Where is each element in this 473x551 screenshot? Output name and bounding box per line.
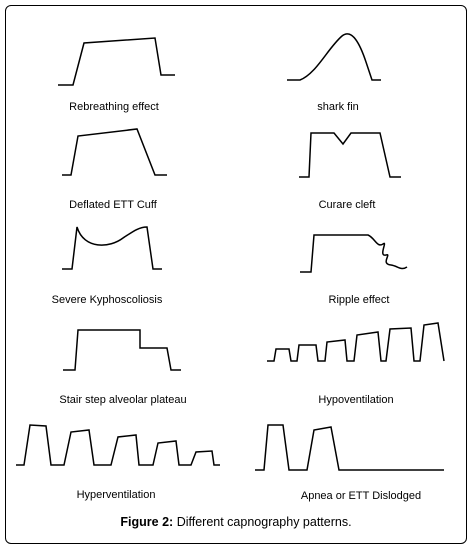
rebreathing-waveform (58, 38, 175, 85)
label-hyperventilation: Hyperventilation (76, 489, 156, 501)
kyphoscoliosis-waveform (62, 227, 162, 269)
hypoventilation-waveform (267, 323, 444, 361)
label-deflated-cuff: Deflated ETT Cuff (69, 199, 157, 211)
label-ripple: Ripple effect (328, 294, 390, 306)
label-hypoventilation: Hypoventilation (318, 394, 394, 406)
label-rebreathing: Rebreathing effect (69, 101, 159, 113)
label-shark-fin: shark fin (317, 101, 359, 113)
shark-fin-waveform (287, 34, 381, 80)
label-kyphoscoliosis: Severe Kyphoscoliosis (51, 294, 163, 306)
label-curare-cleft: Curare cleft (318, 199, 376, 211)
curare-cleft-waveform (299, 133, 401, 177)
stair-step-waveform (63, 330, 181, 370)
apnea-waveform (255, 425, 444, 470)
caption-prefix: Figure 2: (120, 515, 174, 529)
deflated-cuff-waveform (62, 129, 167, 175)
ripple-waveform (300, 235, 407, 272)
figure-caption (5, 514, 467, 530)
caption-text: Different capnography patterns. (173, 515, 352, 529)
label-apnea: Apnea or ETT Dislodged (300, 490, 422, 502)
label-stair-step: Stair step alveolar plateau (59, 394, 187, 406)
hyperventilation-waveform (16, 425, 220, 465)
